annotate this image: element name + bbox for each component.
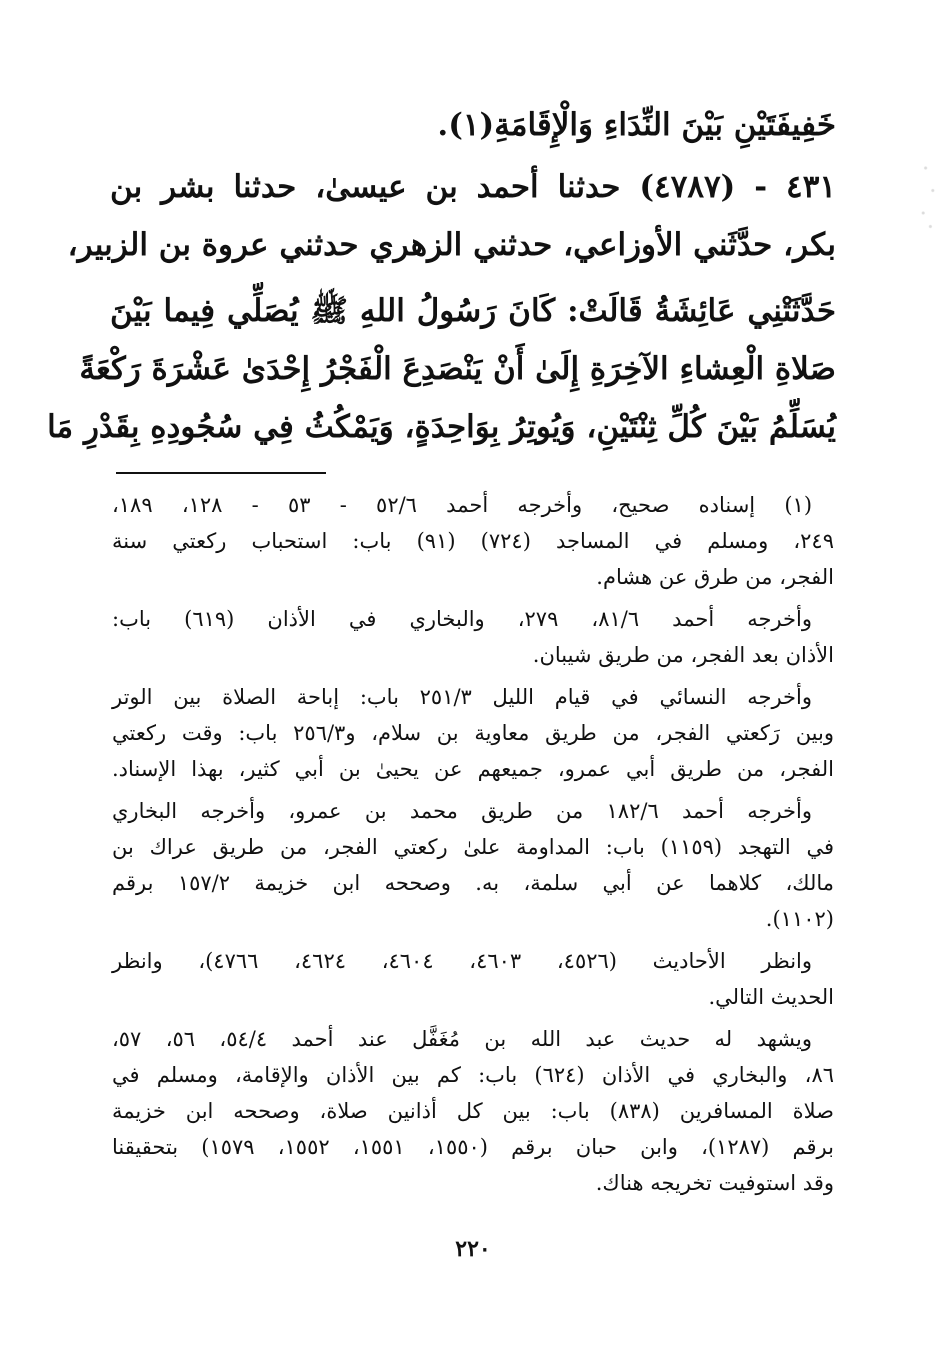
- page-number: ٢٢٠: [455, 1236, 491, 1262]
- footnotes-block: [112, 487, 834, 1207]
- footnote-line: ويشهد له حديث عبد الله بن مُغَفَّل عند أحمد ٥٤/٤، ٥٦، ٥٧،: [112, 1027, 812, 1051]
- hadith-chain-line: بكر، حدَّثَني الأوزاعي، حدثني الزهري حدثني عروة بن الزبير،: [67, 227, 836, 263]
- footnote-line: الفجر، من طرق عن هشام.: [596, 565, 834, 589]
- footnote-line: صلاة المسافرين (٨٣٨) باب: بين كل أذانين صلاة، وصححه ابن خزيمة: [112, 1099, 835, 1123]
- footnote-line: وأخرجه أحمد ١٨٢/٦ من طريق محمد بن عمرو، وأخرجه البخاري: [112, 799, 813, 823]
- hadith-text-line: يُسَلِّمُ بَيْنَ كُلِّ ثِنْتَيْنِ، وَيُوتِرُ بِوَاحِدَةٍ، وَيَمْكُثُ فِي سُجُودِهِ بِقَدْرِ مَا: [47, 409, 836, 445]
- footnote-line: في التهجد (١١٥٩) باب: المداومة علىٰ ركعتي الفجر، من طريق عراك بن: [112, 835, 834, 859]
- footnote-line: برقم (١٢٨٧)، وابن حبان برقم (١٥٥٠، ١٥٥١، ١٥٥٢، ١٥٧٩) بتحقيقنا: [112, 1135, 834, 1159]
- footnote-line: الحديث التالي.: [708, 985, 834, 1009]
- footnote-separator: [116, 472, 326, 474]
- footnote-line: ٨٦، والبخاري في الأذان (٦٢٤) باب: كم بين الأذان والإقامة، ومسلم في: [112, 1063, 834, 1087]
- footnote-line: وقد استوفيت تخريجه هناك.: [595, 1171, 834, 1195]
- footnote-line: (١) إسناده صحيح، وأخرجه أحمد ٥٢/٦ - ٥٣ - ١٢٨، ١٨٩،: [112, 493, 813, 517]
- footnote-paragraph: [112, 679, 834, 787]
- footnote-line: وأخرجه النسائي في قيام الليل ٢٥١/٣ باب: إباحة الصلاة بين الوتر: [112, 685, 812, 709]
- footnote-paragraph: [112, 943, 834, 1015]
- footnote-paragraph: [112, 601, 834, 673]
- main-text-line: خَفِيفَتَيْنِ بَيْنَ النِّدَاءِ وَالْإِقَامَةِ(١).: [437, 107, 836, 143]
- hadith-text-line: صَلاةِ الْعِشاءِ الآخِرَةِ إِلَىٰ أَنْ يَنْصَدِعَ الْفَجْرُ إِحْدَىٰ عَشْرَةَ رَكْعَةً: [79, 351, 836, 387]
- footnote-line: وانظر الأحاديث (٤٥٢٦، ٤٦٠٣، ٤٦٠٤، ٤٦٢٤، ٤٧٦٦)، وانظر: [112, 949, 813, 973]
- footnote-line: ٢٤٩، ومسلم في المساجد (٧٢٤) (٩١) باب: استحباب ركعتي سنة: [112, 529, 834, 553]
- footnote-paragraph: [112, 487, 834, 595]
- main-text-block: [47, 96, 836, 456]
- hadith-text-line: حَدَّثَتْنِي عَائِشَةُ قَالَتْ: كَانَ رَسُولُ اللهِ ﷺ يُصَلِّي فِيما بَيْنَ: [110, 293, 836, 329]
- footnote-line: الأذان بعد الفجر، من طريق شيبان.: [532, 643, 834, 667]
- scan-speck-mark: [916, 150, 940, 240]
- footnote-line: (١١٠٢).: [765, 907, 834, 931]
- footnote-line: وأخرجه أحمد ٨١/٦، ٢٧٩، والبخاري في الأذان (٦١٩) باب:: [112, 607, 812, 631]
- hadith-chain-line: ٤٣١ - (٤٧٨٧) حدثنا أحمد بن عيسىٰ، حدثنا بشر بن: [110, 169, 836, 205]
- footnote-line: الفجر، من طريق أبي عمرو، جميعهم عن يحيىٰ بن أبي كثير، بهذا الإسناد.: [112, 757, 834, 781]
- footnote-line: وبين رَكعتي الفجر، من طريق معاوية بن سلام، و٢٥٦/٣ باب: وقت ركعتي: [112, 721, 835, 745]
- footnote-paragraph: [112, 793, 834, 937]
- footnote-paragraph: [112, 1021, 834, 1201]
- footnote-line: مالك، كلاهما عن أبي سلمة، به. وصححه ابن خزيمة ١٥٧/٢ برقم: [112, 871, 834, 895]
